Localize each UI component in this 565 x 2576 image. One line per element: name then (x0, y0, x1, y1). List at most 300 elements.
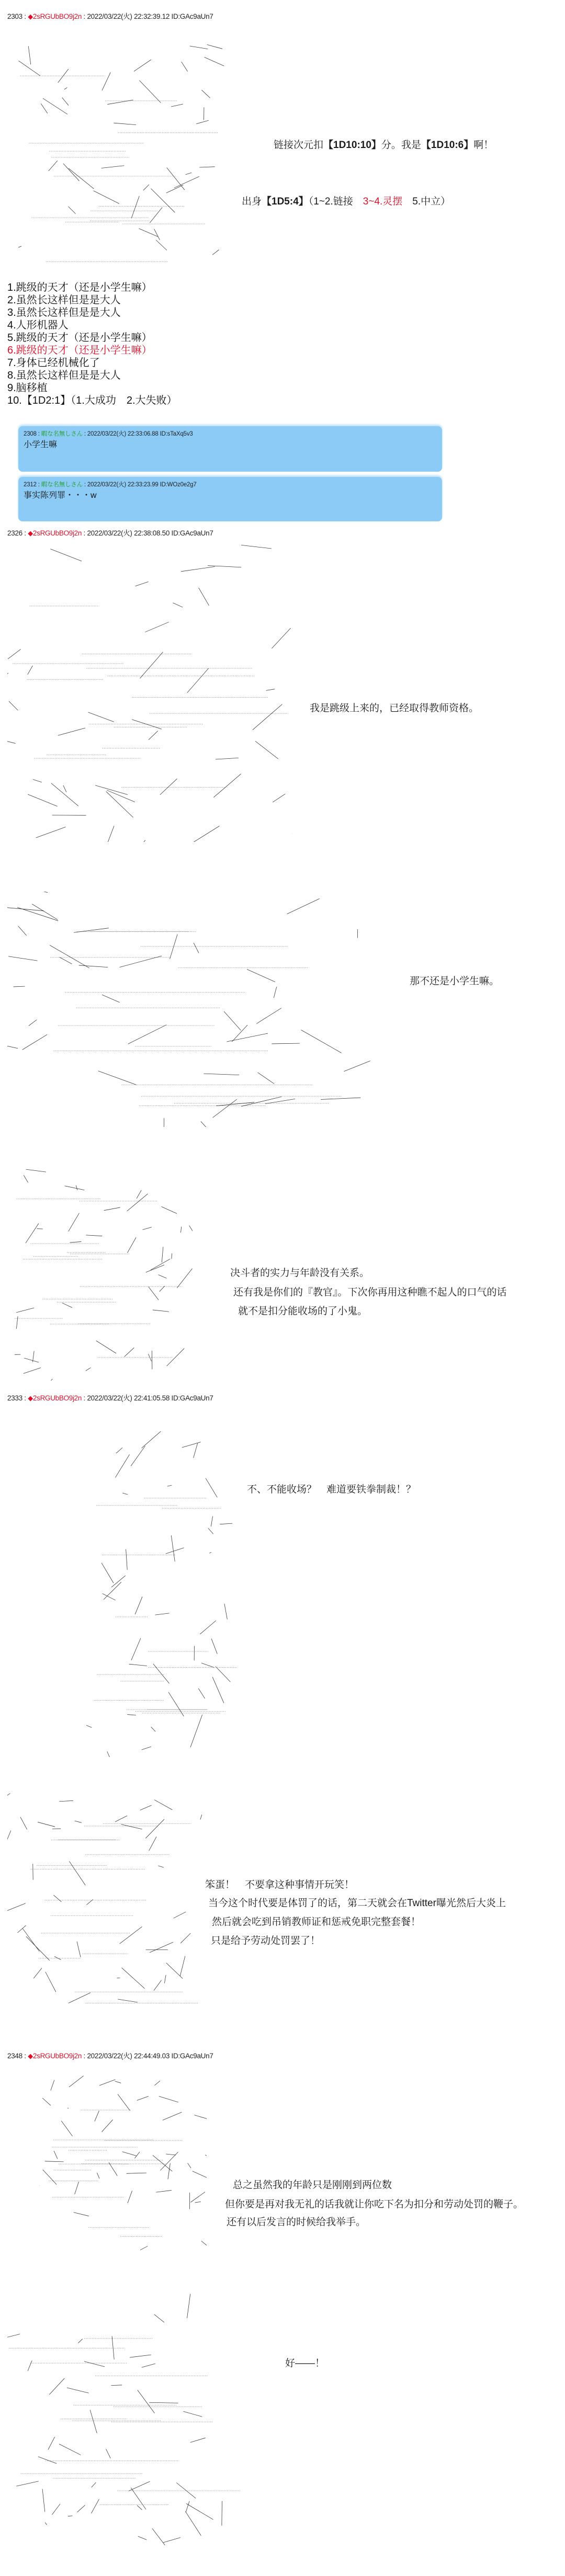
ascii-art-stroke (17, 1925, 26, 1933)
post-header-2333 (7, 1392, 213, 1403)
ascii-art-stroke (167, 168, 185, 190)
ascii-art-stroke (167, 1485, 172, 1486)
text: 啊！ (473, 140, 494, 151)
ascii-art-stroke (49, 161, 58, 171)
ascii-art-stroke (253, 704, 282, 730)
origin-roll-line (242, 196, 450, 208)
ascii-art-stroke (212, 250, 219, 255)
ascii-art-stroke (198, 1689, 205, 1699)
post-number: 2312 (24, 482, 37, 488)
separator: : (36, 482, 41, 488)
ascii-art-stroke (16, 2481, 39, 2486)
ascii-art-stroke (38, 1822, 55, 1827)
reply-post (18, 477, 442, 521)
poster-trip[interactable]: 2sRGUbBO9j2n (32, 2052, 82, 2060)
ascii-art-stroke (32, 904, 58, 920)
ascii-art-stroke (42, 2098, 51, 2105)
post-id[interactable]: ID:GAc9aUn7 (171, 529, 213, 537)
ascii-art-figure (15, 1158, 193, 1381)
ascii-art-stroke (287, 898, 320, 914)
post-date: 2022/03/22(火) 22:44:49.03 (87, 2052, 170, 2060)
ascii-art-stroke (7, 673, 8, 685)
ascii-art-stroke (115, 1454, 129, 1477)
ascii-art-stroke (208, 1528, 213, 1534)
ascii-art-stroke (257, 1073, 274, 1084)
ascii-art-stroke (139, 229, 157, 237)
post-number: 2308 (24, 431, 37, 437)
reply-body: 事实陈列罪・・・w (24, 491, 97, 500)
ascii-art-stroke (241, 545, 272, 549)
ascii-art-stroke (7, 2334, 20, 2341)
ascii-art-stroke (104, 1207, 120, 1211)
ascii-art-stroke (35, 1379, 52, 1381)
ascii-art-stroke (51, 783, 78, 806)
post-id[interactable]: ID:sTaXq5v3 (160, 431, 193, 437)
ascii-art-stroke (16, 1308, 34, 1313)
dialogue-line: 笨蛋！ 不要拿这种事情开玩笑！ (205, 1879, 355, 1890)
ascii-art-stroke (145, 1819, 164, 1838)
ascii-art-stroke (205, 57, 224, 66)
post-id[interactable]: ID:WOz0e2g7 (160, 482, 197, 488)
dialogue-line: 不、不能收场？ 难道要铁拳制裁！？ (247, 1484, 416, 1495)
ascii-art-stroke (107, 100, 133, 104)
ascii-art-stroke (41, 104, 48, 113)
ascii-art-drawing (7, 892, 374, 1127)
ascii-art-stroke (156, 2190, 172, 2192)
ascii-art-stroke (7, 1830, 11, 1855)
ascii-art-stroke (8, 649, 20, 658)
ascii-art-drawing (7, 1788, 204, 2021)
ascii-art-stroke (130, 2355, 151, 2357)
ascii-art-stroke (38, 2457, 56, 2464)
ascii-art-stroke (28, 2361, 32, 2371)
list-item: 3.虽然长这样但是是大人 (7, 307, 121, 318)
ascii-art-stroke (186, 2501, 189, 2512)
ascii-art-stroke (125, 1348, 134, 1357)
ascii-art-stroke (185, 173, 191, 175)
reply-body: 小学生嘛 (24, 440, 58, 449)
ascii-art-stroke (241, 1097, 281, 1106)
dice-result-line (274, 140, 493, 151)
dialogue-line: 总之虽然我的年龄只是刚刚到两位数 (233, 2180, 392, 2191)
ascii-art-stroke (140, 1805, 152, 1810)
ascii-art-stroke (129, 1664, 147, 1666)
ascii-art-stroke (190, 46, 208, 49)
ascii-art-stroke (63, 785, 66, 792)
ascii-art-stroke (160, 779, 177, 795)
dialogue-line: 然后就会吃到吊销教师证和惩戒免职完整套餐！ (212, 1917, 421, 1928)
selected-option: 3~4.灵摆 (363, 196, 403, 207)
ascii-art-stroke (7, 738, 16, 743)
ascii-art-stroke (187, 668, 209, 693)
ascii-art-stroke (166, 2154, 176, 2155)
ascii-art-stroke (154, 2315, 164, 2322)
post-date: 2022/03/22(火) 22:33:23.99 (87, 482, 159, 488)
ascii-art-stroke (201, 1663, 214, 1667)
ascii-art-figure (39, 2071, 207, 2254)
ascii-art-stroke (102, 995, 120, 1002)
ascii-art-stroke (160, 1286, 165, 1292)
diamond-icon: ◆ (28, 529, 33, 537)
ascii-art-stroke (200, 1621, 216, 1634)
ascii-art-stroke (7, 908, 44, 911)
ascii-art-stroke (135, 1597, 142, 1614)
ascii-art-stroke (149, 2402, 178, 2403)
ascii-art-stroke (24, 1358, 39, 1362)
ascii-art-figure (18, 38, 228, 273)
ascii-art-stroke (86, 1235, 102, 1236)
ascii-art-stroke (22, 1034, 47, 1050)
ascii-art-stroke (122, 1968, 145, 1989)
ascii-art-stroke (213, 774, 241, 797)
list-item: 4.人形机器人 (7, 320, 69, 331)
ascii-art-stroke (266, 689, 275, 691)
ascii-art-stroke (194, 943, 199, 953)
list-item-selected: 6.跳级的天才（还是小学生嘛） (7, 345, 152, 356)
list-item: 7.身体已经机械化了 (7, 357, 100, 369)
ascii-art-stroke (220, 1523, 232, 1524)
ascii-art-stroke (174, 176, 199, 188)
poster-name: 暇な名無しさん (41, 431, 83, 437)
list-item: 8.虽然长这样但是是大人 (7, 370, 121, 381)
ascii-art-stroke (20, 1817, 27, 1830)
ascii-art-stroke (62, 98, 69, 106)
ascii-art-stroke (26, 1223, 39, 1243)
ascii-art-stroke (111, 2385, 122, 2386)
ascii-art-stroke (206, 1478, 217, 1498)
ascii-art-stroke (101, 166, 125, 168)
ascii-art-stroke (159, 2096, 178, 2102)
ascii-art-stroke (46, 1972, 56, 1992)
ascii-art-stroke (145, 622, 168, 632)
ascii-art-stroke (151, 188, 175, 212)
ascii-art-stroke (10, 892, 48, 893)
post-header-2303 (7, 10, 213, 21)
ascii-art-stroke (162, 1247, 163, 1262)
reply-post (18, 426, 442, 472)
ascii-art-stroke (166, 1548, 184, 1554)
post-number: 2333 (7, 1394, 22, 1402)
ascii-art-drawing (7, 544, 292, 842)
ascii-art-stroke (139, 81, 161, 103)
ascii-art-stroke (255, 741, 278, 759)
ascii-art-stroke (128, 1025, 167, 1044)
ascii-art-stroke (69, 1213, 80, 1232)
ascii-art-stroke (33, 780, 42, 782)
ascii-art-stroke (15, 1354, 20, 1355)
ascii-art-stroke (86, 1367, 91, 1371)
ascii-art-stroke (58, 728, 85, 735)
ascii-art-stroke (137, 2505, 142, 2510)
ascii-art-stroke (199, 588, 209, 606)
ascii-art-stroke (74, 2213, 89, 2216)
dice-roll: 【1D10:10】 (323, 140, 381, 151)
separator: : (82, 1394, 87, 1402)
ascii-art-stroke (153, 1664, 170, 1684)
ascii-art-stroke (201, 90, 210, 98)
ascii-art-stroke (201, 1121, 221, 1127)
ascii-art-stroke (180, 1956, 185, 1976)
ascii-art-stroke (152, 2528, 167, 2545)
ascii-art-stroke (62, 1303, 72, 1307)
ascii-art-stroke (75, 1821, 82, 1822)
ascii-art-stroke (155, 1613, 170, 1615)
ascii-art-stroke (151, 1727, 156, 1731)
ascii-art-stroke (29, 1020, 37, 1026)
ascii-art-stroke (168, 2163, 170, 2180)
ascii-art-stroke (24, 1367, 41, 1373)
ascii-art-stroke (131, 1446, 145, 1466)
ascii-art-stroke (54, 1956, 61, 1959)
ascii-art-stroke (211, 1639, 217, 1654)
ascii-art-stroke (190, 2438, 206, 2443)
ascii-art-stroke (94, 191, 119, 204)
ascii-art-stroke (114, 123, 136, 124)
ascii-art-stroke (154, 1800, 172, 1810)
ascii-art-stroke (97, 2173, 99, 2179)
ascii-art-stroke (216, 1667, 230, 1682)
ascii-art-stroke (143, 185, 149, 190)
option-list (7, 281, 177, 407)
ascii-art-stroke (166, 185, 183, 193)
post-date: 2022/03/22(火) 22:41:05.58 (87, 1394, 170, 1402)
ascii-art-stroke (186, 2503, 213, 2520)
ascii-art-stroke (104, 826, 114, 842)
diamond-icon: ◆ (28, 2052, 33, 2060)
poster-trip[interactable]: 2sRGUbBO9j2n (32, 529, 82, 537)
ascii-art-stroke (86, 1724, 92, 1728)
separator: : (36, 431, 41, 437)
ascii-art-stroke (149, 1286, 159, 1300)
ascii-art-stroke (36, 827, 66, 838)
ascii-art-stroke (67, 2388, 89, 2393)
ascii-art-stroke (149, 1354, 152, 1361)
ascii-art-stroke (211, 1516, 212, 1526)
dialogue-line: 就不是扣分能收场的了小鬼。 (238, 1306, 368, 1317)
ascii-art-stroke (155, 2081, 160, 2085)
ascii-art-stroke (160, 2152, 178, 2170)
ascii-art-stroke (140, 2246, 148, 2250)
poster-trip[interactable]: 2sRGUbBO9j2n (32, 1394, 82, 1402)
ascii-art-stroke (150, 1942, 173, 1953)
text: 分。我是 (381, 140, 421, 151)
ascii-art-stroke (102, 2119, 113, 2132)
ascii-art-stroke (95, 2111, 99, 2121)
ascii-art-stroke (115, 1816, 127, 1822)
ascii-art-stroke (154, 229, 160, 240)
list-item: 2.虽然长这样但是是大人 (7, 294, 121, 306)
ascii-art-stroke (59, 2444, 81, 2455)
ascii-art-stroke (216, 1102, 254, 1106)
ascii-art-stroke (134, 2152, 140, 2159)
ascii-art-stroke (185, 2512, 201, 2536)
ascii-art-stroke (156, 240, 167, 250)
ascii-art-figure (7, 2285, 240, 2545)
ascii-art-stroke (301, 1030, 341, 1053)
ascii-art-stroke (212, 1677, 224, 1703)
ascii-art-stroke (121, 1825, 142, 1829)
ascii-art-stroke (103, 1593, 116, 1600)
ascii-art-stroke (207, 44, 222, 49)
ascii-art-stroke (146, 1265, 164, 1272)
ascii-art-stroke (84, 2362, 105, 2367)
ascii-art-stroke (33, 1968, 42, 1978)
ascii-art-stroke (159, 1275, 167, 1279)
ascii-art-stroke (142, 2364, 155, 2367)
separator: : (22, 2052, 28, 2060)
text: 5.中立） (402, 196, 451, 207)
post-id[interactable]: ID:GAc9aUn7 (171, 13, 213, 20)
post-id[interactable]: ID:GAc9aUn7 (171, 2052, 213, 2060)
ascii-art-stroke (50, 945, 89, 968)
ascii-art-stroke (69, 168, 94, 189)
ascii-art-stroke (28, 46, 30, 64)
ascii-art-stroke (69, 1861, 85, 1885)
ascii-art-stroke (140, 652, 163, 678)
ascii-art-stroke (173, 603, 183, 608)
ascii-art-stroke (129, 2481, 150, 2491)
ascii-art-stroke (65, 1186, 85, 1190)
ascii-art-drawing (18, 38, 228, 273)
ascii-art-stroke (138, 2390, 155, 2413)
ascii-art-stroke (150, 207, 162, 223)
ascii-art-stroke (77, 1942, 81, 1957)
ascii-art-stroke (75, 2182, 79, 2194)
ascii-art-stroke (153, 1310, 169, 1312)
ascii-art-stroke (131, 2488, 146, 2509)
ascii-art-drawing (7, 2285, 240, 2545)
separator: : (82, 2052, 87, 2060)
ascii-art-stroke (101, 1563, 114, 1583)
dialogue-line: 好——！ (285, 2358, 325, 2369)
ascii-art-stroke (26, 1936, 50, 1961)
ascii-art-stroke (22, 1929, 39, 1952)
poster-trip[interactable]: 2sRGUbBO9j2n (32, 13, 82, 20)
ascii-art-stroke (122, 1493, 128, 1495)
ascii-art-stroke (50, 549, 82, 561)
ascii-art-drawing (86, 1415, 241, 1757)
text: 出身 (242, 196, 262, 207)
ascii-art-stroke (90, 2410, 97, 2433)
reply-header (24, 429, 193, 438)
ascii-art-stroke (104, 1582, 121, 1599)
ascii-art-stroke (272, 1043, 299, 1044)
list-item: 1.跳级的天才（还是小学生嘛） (7, 282, 152, 293)
dialogue-line: 当今这个时代要是体罚了的话，第二天就会在Twitter曝光然后大炎上 (208, 1898, 506, 1909)
ascii-art-stroke (52, 2504, 60, 2515)
post-date: 2022/03/22(火) 22:38:08.50 (87, 529, 170, 537)
ascii-art-stroke (195, 2202, 201, 2203)
ascii-art-stroke (183, 2411, 202, 2417)
dialogue-line: 还有以后发言的时候给我举手。 (227, 2217, 366, 2228)
ascii-art-stroke (99, 2080, 115, 2085)
ascii-art-stroke (126, 1549, 128, 1570)
ascii-art-stroke (171, 1535, 175, 1561)
ascii-art-stroke (187, 2294, 190, 2318)
ascii-art-stroke (180, 1227, 181, 1233)
separator: : (82, 482, 87, 488)
ascii-art-stroke (18, 926, 27, 936)
post-header-2326 (7, 527, 213, 538)
separator: : (82, 431, 87, 437)
ascii-art-stroke (127, 1237, 136, 1253)
ascii-art-stroke (182, 1442, 201, 1447)
post-number: 2348 (7, 2052, 22, 2060)
post-id[interactable]: ID:GAc9aUn7 (171, 1394, 213, 1402)
ascii-art-stroke (135, 582, 149, 586)
ascii-art-stroke (24, 1175, 28, 1182)
dice-roll: 【1D5:4】 (262, 196, 309, 207)
dialogue-line: 还有我是你们的『教官』。下次你再用这种瞧不起人的口气的话 (233, 1287, 507, 1298)
ascii-art-stroke (194, 1443, 198, 1458)
ascii-art-stroke (45, 2161, 64, 2162)
ascii-art-stroke (112, 2336, 114, 2360)
ascii-art-stroke (154, 1980, 161, 1991)
ascii-art-stroke (32, 1351, 34, 1362)
list-item: 10.【1D2:1】（1.大成功 2.大失败） (7, 395, 177, 406)
ascii-art-stroke (98, 1071, 137, 1085)
text: （1~2.链接 (308, 196, 363, 207)
ascii-art-stroke (128, 2191, 132, 2203)
ascii-art-figure (7, 892, 374, 1127)
post-date: 2022/03/22(火) 22:32:39.12 (87, 13, 170, 20)
ascii-art-stroke (107, 1751, 120, 1757)
ascii-art-stroke (205, 2155, 207, 2163)
ascii-art-stroke (63, 164, 80, 181)
diamond-icon: ◆ (28, 1394, 33, 1402)
ascii-art-stroke (59, 957, 72, 964)
separator: : (22, 1394, 28, 1402)
ascii-art-stroke (137, 2096, 149, 2101)
ascii-art-stroke (149, 731, 158, 740)
ascii-art-stroke (28, 666, 33, 675)
ascii-art-stroke (158, 1866, 163, 1867)
ascii-art-stroke (344, 1061, 370, 1072)
ascii-art-stroke (7, 1040, 18, 1048)
dialogue-line: 我是跳级上来的，已经取得教师资格。 (310, 703, 479, 714)
poster-name: 暇な名無しさん (41, 482, 83, 488)
ascii-art-stroke (189, 1226, 193, 1238)
ascii-art-stroke (163, 2112, 182, 2120)
ascii-art-stroke (96, 1341, 116, 1353)
ascii-art-stroke (120, 1927, 142, 1944)
ascii-art-stroke (51, 2080, 54, 2091)
ascii-art-drawing (15, 1158, 193, 1381)
ascii-art-stroke (161, 1206, 177, 1213)
ascii-art-stroke (273, 794, 285, 802)
diamond-icon: ◆ (28, 13, 33, 20)
ascii-art-stroke (142, 1431, 161, 1448)
dialogue-line: 那不还是小学生嘛。 (410, 976, 500, 987)
ascii-art-stroke (95, 785, 128, 795)
ascii-art-stroke (69, 1993, 91, 2003)
ascii-art-stroke (28, 794, 57, 806)
post-number: 2303 (7, 13, 22, 20)
ascii-art-stroke (204, 1074, 239, 1075)
ascii-art-stroke (14, 986, 25, 987)
ascii-art-stroke (188, 2163, 191, 2168)
post-number: 2326 (7, 529, 22, 537)
ascii-art-stroke (78, 2339, 82, 2343)
ascii-art-stroke (138, 2536, 147, 2540)
ascii-art-stroke (118, 1999, 138, 2002)
ascii-art-stroke (8, 956, 37, 961)
ascii-art-stroke (143, 1227, 152, 1230)
ascii-art-stroke (131, 1638, 141, 1660)
ascii-art-stroke (201, 2241, 207, 2253)
ascii-art-stroke (122, 2152, 137, 2156)
ascii-art-stroke (54, 2151, 58, 2159)
